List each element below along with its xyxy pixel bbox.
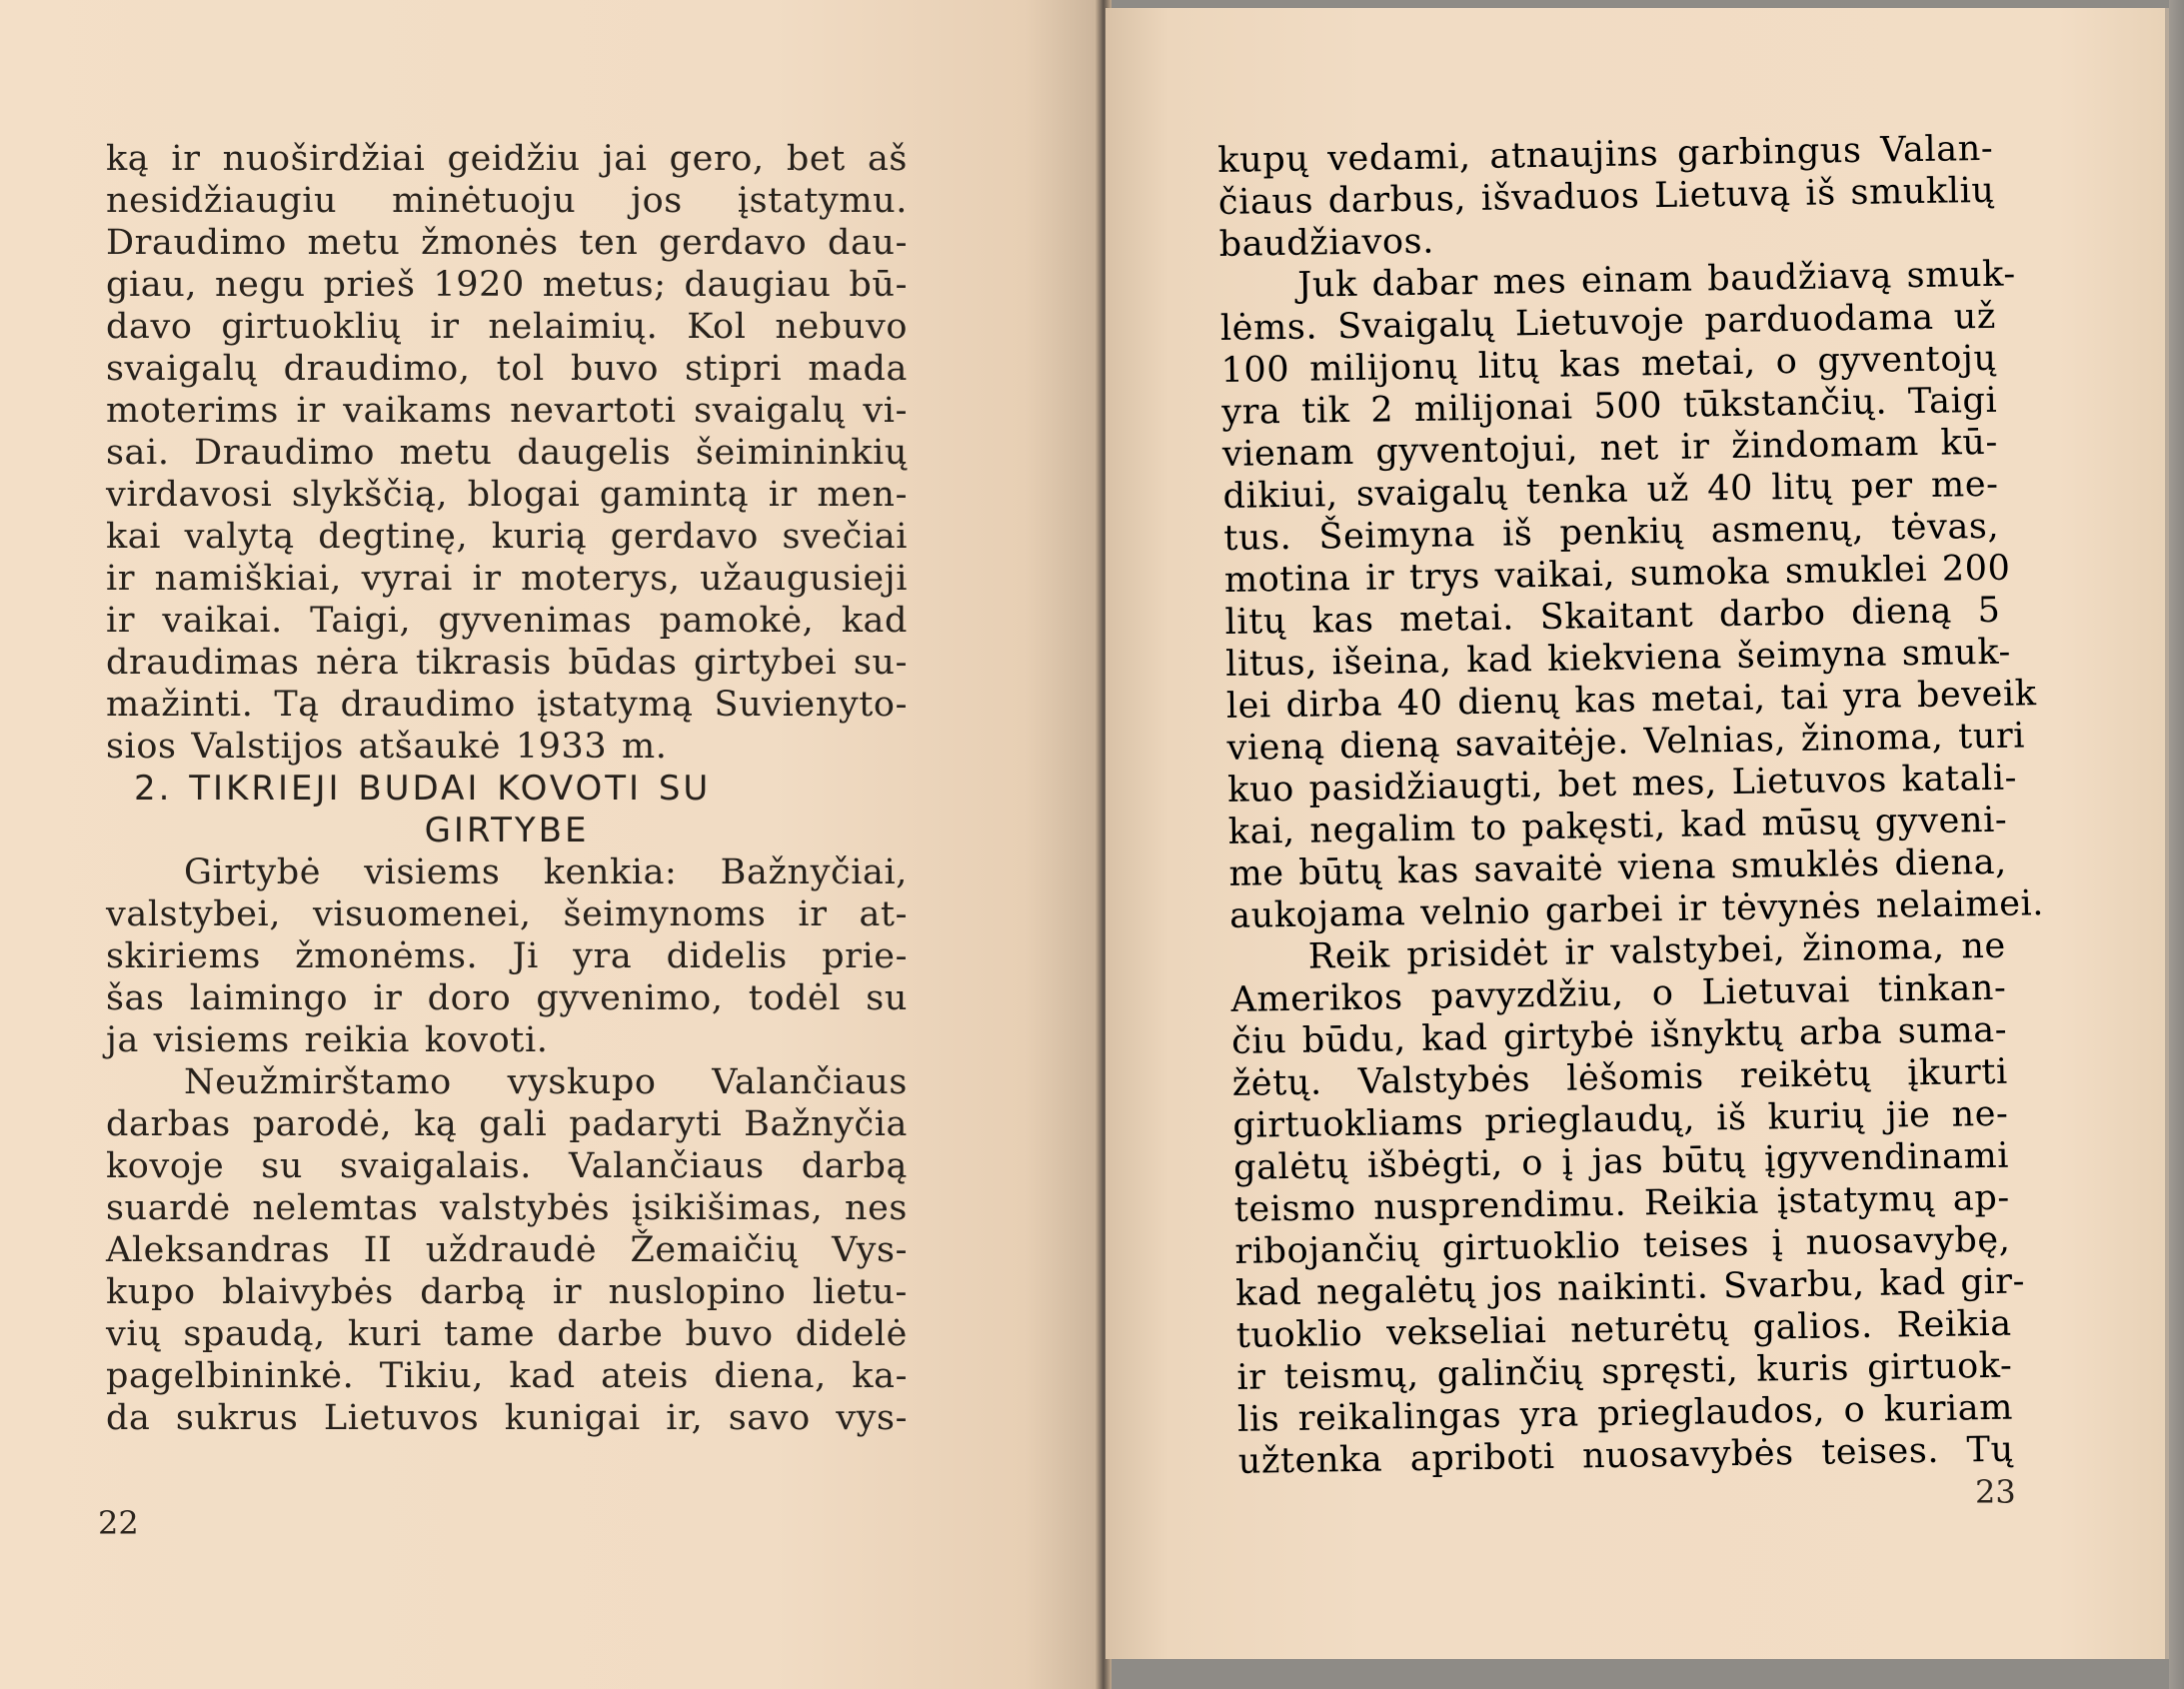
text-line: svaigalų draudimo, tol buvo stipri mada xyxy=(106,349,908,389)
text-line: ja visiems reikia kovoti. xyxy=(106,1020,549,1060)
text-line: lėms. Svaigalų Lietuvoje parduodama už xyxy=(1219,296,1997,349)
text-line: kuo pasidžiaugti, bet mes, Lietuvos katali- xyxy=(1226,758,2018,811)
text-line: Draudimo metu žmonės ten gerdavo dau- xyxy=(106,223,908,263)
text-line: galėtų išbėgti, o į jas būtų įgyvendinami xyxy=(1232,1135,2010,1188)
book-edge xyxy=(2169,0,2184,1689)
text-line: girtuokliams prieglaudų, iš kurių jie ne- xyxy=(1232,1093,2009,1146)
text-line: Aleksandras II uždraudė Žemaičių Vys- xyxy=(106,1230,908,1270)
text-line: vienam gyventojui, net ir žindomam kū- xyxy=(1221,422,1999,475)
text-line: lei dirba 40 dienų kas metai, tai yra beveik xyxy=(1225,674,2037,727)
text-line: draudimas nėra tikrasis būdas girtybei su- xyxy=(106,643,908,683)
text-line: kupo blaivybės darbą ir nuslopino lietu- xyxy=(106,1272,908,1312)
right-page-text xyxy=(1217,128,2045,1483)
text-line: nesidžiaugiu minėtuoju jos įstatymu. xyxy=(106,181,908,221)
text-line: valstybei, visuomenei, šeimynoms ir at- xyxy=(106,894,908,934)
text-line: Reik prisidėt ir valstybei, žinoma, ne xyxy=(1307,925,2007,977)
text-line: da sukrus Lietuvos kunigai ir, savo vys- xyxy=(106,1398,908,1438)
text-line: tus. Šeimyna iš penkių asmenų, tėvas, xyxy=(1222,506,2000,559)
text-line: baudžiavos. xyxy=(1218,221,1435,265)
text-line: giau, negu prieš 1920 metus; daugiau bū- xyxy=(106,265,908,305)
text-line: ir teismų, galinčių spręsti, kuris girtuok- xyxy=(1236,1345,2013,1398)
text-line: davo girtuoklių ir nelaimių. Kol nebuvo xyxy=(106,307,908,347)
text-line: litų kas metai. Skaitant darbo dieną 5 xyxy=(1224,590,2001,643)
text-line: sai. Draudimo metu daugelis šeimininkių xyxy=(106,433,908,473)
text-line: ir vaikai. Taigi, gyvenimas pamokė, kad xyxy=(106,601,908,641)
page-number-right: 23 xyxy=(1975,1473,2016,1511)
text-line: virdavosi slykščią, blogai gamintą ir men- xyxy=(106,475,908,515)
text-line: ką ir nuoširdžiai geidžiu jai gero, bet aš xyxy=(106,139,908,179)
text-line: kai, negalim to pakęsti, kad mūsų gyveni- xyxy=(1227,800,2008,852)
text-line: darbas parodė, ką gali padaryti Bažnyčia xyxy=(106,1104,908,1144)
text-line: čiaus darbus, išvaduos Lietuvą iš smuklių xyxy=(1217,170,1995,223)
text-line: 100 milijonų litų kas metai, o gyventojų xyxy=(1220,338,1997,391)
text-line: pagelbininkė. Tikiu, kad ateis diena, ka- xyxy=(106,1356,908,1396)
text-line: kupų vedami, atnaujins garbingus Valan- xyxy=(1217,128,1994,181)
text-line: vieną dieną savaitėje. Velnias, žinoma, turi xyxy=(1226,716,2026,769)
text-line: mažinti. Tą draudimo įstatymą Suvienyto- xyxy=(106,685,908,725)
left-page-text xyxy=(106,138,908,1439)
text-line: skiriems žmonėms. Ji yra didelis prie- xyxy=(106,936,908,976)
text-line: Juk dabar mes einam baudžiavą smuk- xyxy=(1296,254,2017,306)
text-line: vių spaudą, kuri tame darbe buvo didelė xyxy=(106,1314,908,1354)
text-line: Neužmirštamo vyskupo Valančiaus xyxy=(184,1062,908,1102)
text-line: aukojama velnio garbei ir tėvynės nelaimei. xyxy=(1228,883,2045,936)
text-line: čiu būdu, kad girtybė išnyktų arba suma- xyxy=(1230,1009,2008,1062)
text-line: yra tik 2 milijonai 500 tūkstančių. Taigi xyxy=(1220,380,1998,433)
section-heading: 2. TIKRIEJI BUDAI KOVOTI SU xyxy=(134,769,712,809)
text-line: dikiui, svaigalų tenka už 40 litų per me- xyxy=(1222,464,1999,517)
text-line: šas laimingo ir doro gyvenimo, todėl su xyxy=(106,978,908,1018)
section-heading-cont: GIRTYBE xyxy=(424,811,590,850)
text-line: tuoklio vekseliai neturėtų galios. Reikia xyxy=(1235,1303,2013,1356)
page-number-left: 22 xyxy=(98,1504,139,1542)
text-line: moterims ir vaikams nevartoti svaigalų vi- xyxy=(106,391,908,431)
text-line: sios Valstijos atšaukė 1933 m. xyxy=(106,727,668,767)
text-line: litus, išeina, kad kiekviena šeimyna smuk- xyxy=(1224,632,2012,685)
text-line: užtenka apriboti nuosavybės teises. Tų xyxy=(1237,1429,2014,1482)
text-line: motina ir trys vaikai, sumoka smuklei 200 xyxy=(1223,548,2011,601)
text-line: me būtų kas savaitė viena smuklės diena, xyxy=(1228,842,2008,894)
text-line: kad negalėtų jos naikinti. Svarbu, kad gir- xyxy=(1234,1261,2026,1314)
text-line: lis reikalingas yra prieglaudos, o kuriam xyxy=(1236,1387,2014,1440)
text-line: Amerikos pavyzdžiu, o Lietuvai tinkan- xyxy=(1230,967,2007,1020)
text-line: teismo nusprendimu. Reikia įstatymų ap- xyxy=(1233,1177,2011,1230)
text-line: ribojančių girtuoklio teises į nuosavybę, xyxy=(1234,1219,2011,1272)
text-line: suardė nelemtas valstybės įsikišimas, nes xyxy=(106,1188,908,1228)
text-line: žėtų. Valstybės lėšomis reikėtų įkurti xyxy=(1231,1051,2009,1104)
text-line: Girtybė visiems kenkia: Bažnyčiai, xyxy=(184,852,908,892)
text-line: kai valytą degtinę, kurią gerdavo svečiai xyxy=(106,517,908,557)
text-line: ir namiškiai, vyrai ir moterys, užaugusieji xyxy=(106,559,908,599)
text-line: kovoje su svaigalais. Valančiaus darbą xyxy=(106,1146,908,1186)
